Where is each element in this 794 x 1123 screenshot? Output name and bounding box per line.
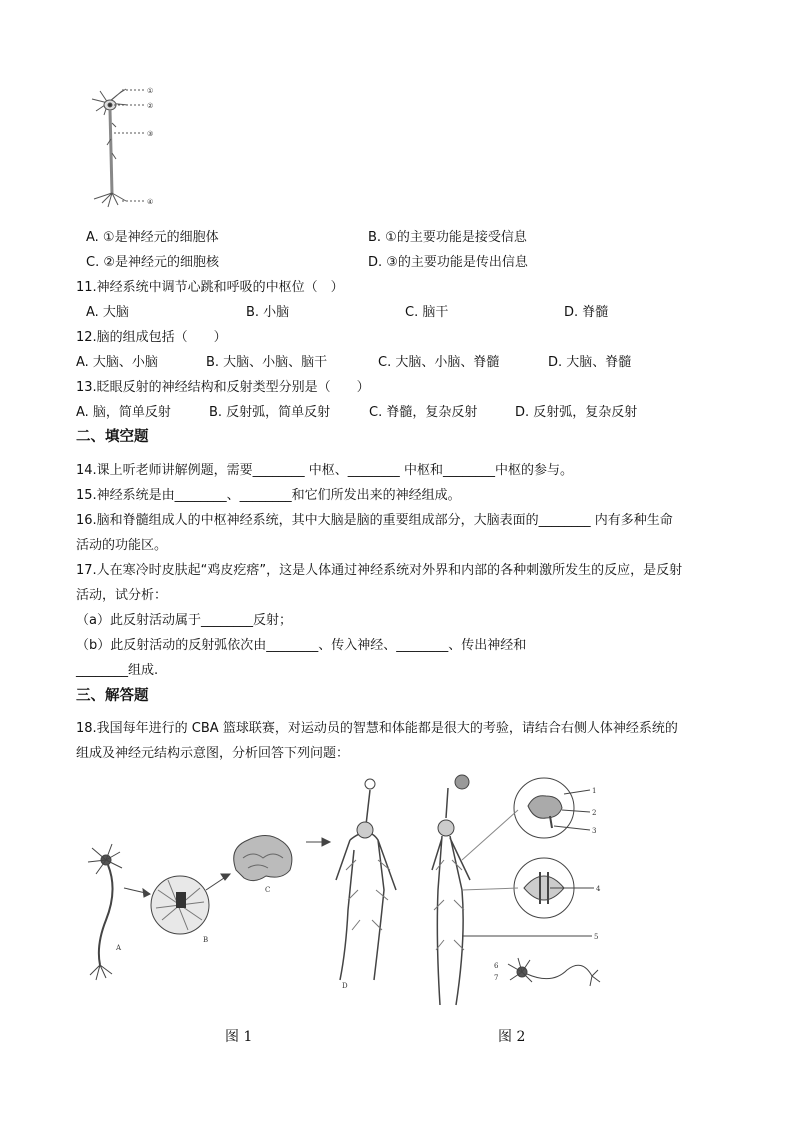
q10-option-c[interactable]: C. ②是神经元的细胞核 <box>86 255 219 270</box>
q12-option-a[interactable]: A. 大脑、小脑 <box>76 355 158 370</box>
q13-option-c[interactable]: C. 脊髓，复杂反射 <box>369 405 478 420</box>
q17-line1: 17.人在寒冷时皮肤起“鸡皮疙瘩”，这是人体通过神经系统对外界和内部的各种刺激所发生的反应，是反射 <box>76 563 683 578</box>
fig2-label-1: 1 <box>592 787 597 795</box>
q11-option-c[interactable]: C. 脑干 <box>405 305 449 320</box>
figure-1-nervous-system <box>78 770 408 1010</box>
q14-text: 14.课上听老师讲解例题，需要________ 中枢、________ 中枢和________中枢的参与。 <box>76 463 573 478</box>
neuron-diagram-q10 <box>82 83 162 216</box>
q13-stem: 13.眨眼反射的神经结构和反射类型分别是（ ） <box>76 380 370 395</box>
q17-part-a: （a）此反射活动属于________反射； <box>76 613 292 628</box>
q10-option-b[interactable]: B. ①的主要功能是接受信息 <box>368 230 527 245</box>
neuron-label-4: ④ <box>147 198 154 206</box>
fig2-label-5: 5 <box>594 933 599 941</box>
q11-option-a[interactable]: A. 大脑 <box>86 305 129 320</box>
fig1-label-c: C <box>265 886 271 894</box>
q15-text: 15.神经系统是由________、________和它们所发出来的神经组成。 <box>76 488 461 503</box>
fig2-label-3: 3 <box>592 827 597 835</box>
q13-option-a[interactable]: A. 脑，简单反射 <box>76 405 171 420</box>
q18-line2: 组成及神经元结构示意图，分析回答下列问题： <box>76 746 350 761</box>
fig2-label-4: 4 <box>596 885 601 893</box>
q16-line2: 活动的功能区。 <box>76 538 168 553</box>
q11-option-d[interactable]: D. 脊髓 <box>564 305 609 320</box>
q12-option-d[interactable]: D. 大脑、脊髓 <box>548 355 632 370</box>
fig2-label-6: 6 <box>494 962 499 970</box>
q17-part-b: （b）此反射活动的反射弧依次由________、传入神经、________、传出神经和 <box>76 638 527 653</box>
q12-stem: 12.脑的组成包括（ ） <box>76 330 227 345</box>
q11-option-b[interactable]: B. 小脑 <box>246 305 290 320</box>
figure-2-neural-structure <box>422 770 612 1010</box>
fig1-label-d: D <box>342 982 348 990</box>
fig2-label-2: 2 <box>592 809 597 817</box>
fig1-label-b: B <box>203 936 209 944</box>
q17-part-b-cont: ________组成. <box>76 663 159 678</box>
neuron-label-1: ① <box>147 87 154 95</box>
q10-option-d[interactable]: D. ③的主要功能是传出信息 <box>368 255 528 270</box>
neuron-label-3: ③ <box>147 130 154 138</box>
q12-option-c[interactable]: C. 大脑、小脑、脊髓 <box>378 355 500 370</box>
q12-option-b[interactable]: B. 大脑、小脑、脑干 <box>206 355 328 370</box>
fig2-label-7: 7 <box>494 974 499 982</box>
q13-option-d[interactable]: D. 反射弧，复杂反射 <box>515 405 638 420</box>
q10-option-a[interactable]: A. ①是神经元的细胞体 <box>86 230 219 245</box>
fig1-label-a: A <box>116 944 122 952</box>
q13-option-b[interactable]: B. 反射弧，简单反射 <box>209 405 331 420</box>
q18-line1: 18.我国每年进行的 CBA 篮球联赛，对运动员的智慧和体能都是很大的考验，请结合右侧人体神经系统的 <box>76 721 678 736</box>
figure-2-caption: 图 2 <box>498 1029 526 1045</box>
section-fill-in-heading: 二、填空题 <box>76 429 149 445</box>
figure-1-caption: 图 1 <box>225 1029 253 1045</box>
q11-stem: 11.神经系统中调节心跳和呼吸的中枢位（ ） <box>76 280 344 295</box>
q16-line1: 16.脑和脊髓组成人的中枢神经系统，其中大脑是脑的重要组成部分，大脑表面的________ 内有多种生命 <box>76 513 673 528</box>
section-answer-heading: 三、解答题 <box>76 688 149 704</box>
q17-line2: 活动，试分析： <box>76 588 168 603</box>
neuron-label-2: ② <box>147 102 154 110</box>
